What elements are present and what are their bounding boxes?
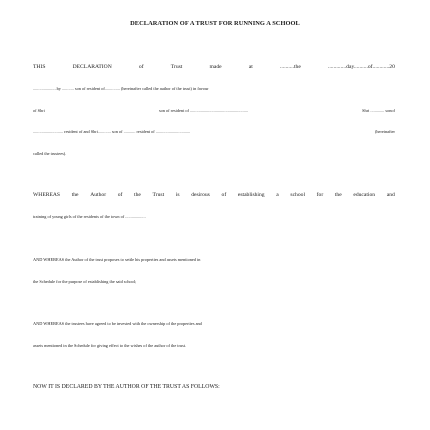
para2-word: is [175, 192, 180, 198]
para1-line2: ......................by ........... son of resident of.............. (hereinafter called the author of the trust) in favour [33, 86, 209, 91]
para4-line1: AND WHEREAS the trustees have agreed to be invested with the ownership of the properties and [33, 321, 202, 326]
para2-word: and [386, 192, 395, 198]
para1-line1 [33, 64, 395, 71]
para1-word: at [248, 64, 253, 70]
para4-line2: assets mentioned in the Schedule for giving effect to the wishes of the author of the trust. [33, 343, 187, 348]
para2-word: the [134, 192, 141, 198]
para2-word: Trust [152, 192, 165, 198]
para1-word: .............day..........of............20 [327, 64, 395, 70]
para2-word: of [221, 192, 227, 198]
para1-word: DECLARATION [72, 64, 112, 70]
para2-word: a [276, 192, 279, 198]
para2-word: the [334, 192, 342, 198]
para2-word: the [71, 192, 79, 198]
para1-segment: ............................ resident of and Shri............ son of ........... resident of ................................ [33, 129, 191, 134]
para1-word: of [138, 64, 144, 70]
document-title: DECLARATION OF A TRUST FOR RUNNING A SCHOOL [130, 20, 300, 27]
para5-line1: NOW IT IS DECLARED BY THE AUTHOR OF THE TRUST AS FOLLOWS: [33, 384, 220, 390]
para2-word: school [290, 192, 305, 198]
para1-line4 [33, 128, 395, 135]
para1-line3 [33, 107, 395, 114]
para2-word: desirous [191, 192, 210, 198]
para1-line5: called the trustees). [33, 151, 67, 156]
para1-word: Trust [170, 64, 183, 70]
para2-word: of [117, 192, 123, 198]
para1-segment: of Shri [33, 108, 45, 113]
para2-word: Author [90, 192, 107, 198]
para2-word: WHEREAS [33, 192, 61, 198]
para3-line1: AND WHEREAS the Author of the trust proposes to settle his properties and assets mentioned in [33, 257, 201, 262]
para1-word: made [209, 64, 222, 70]
para2-line2: training of young girls of the residents of the town of ................... [33, 214, 146, 219]
para1-word: THIS [33, 64, 46, 70]
para2-word: education [353, 192, 376, 198]
para1-segment: (hereinafter [374, 129, 395, 134]
para2-word: establishing [237, 192, 265, 198]
para2-word: for [316, 192, 324, 198]
para1-segment: son of resident of ...................................................... [158, 108, 249, 113]
para1-segment: Shri ............. sonof [362, 108, 395, 113]
para2-line1 [33, 192, 395, 199]
para3-line2: the Schedule for the purpose of establishing the said school; [33, 279, 137, 284]
para1-word: ..........the [280, 64, 301, 70]
